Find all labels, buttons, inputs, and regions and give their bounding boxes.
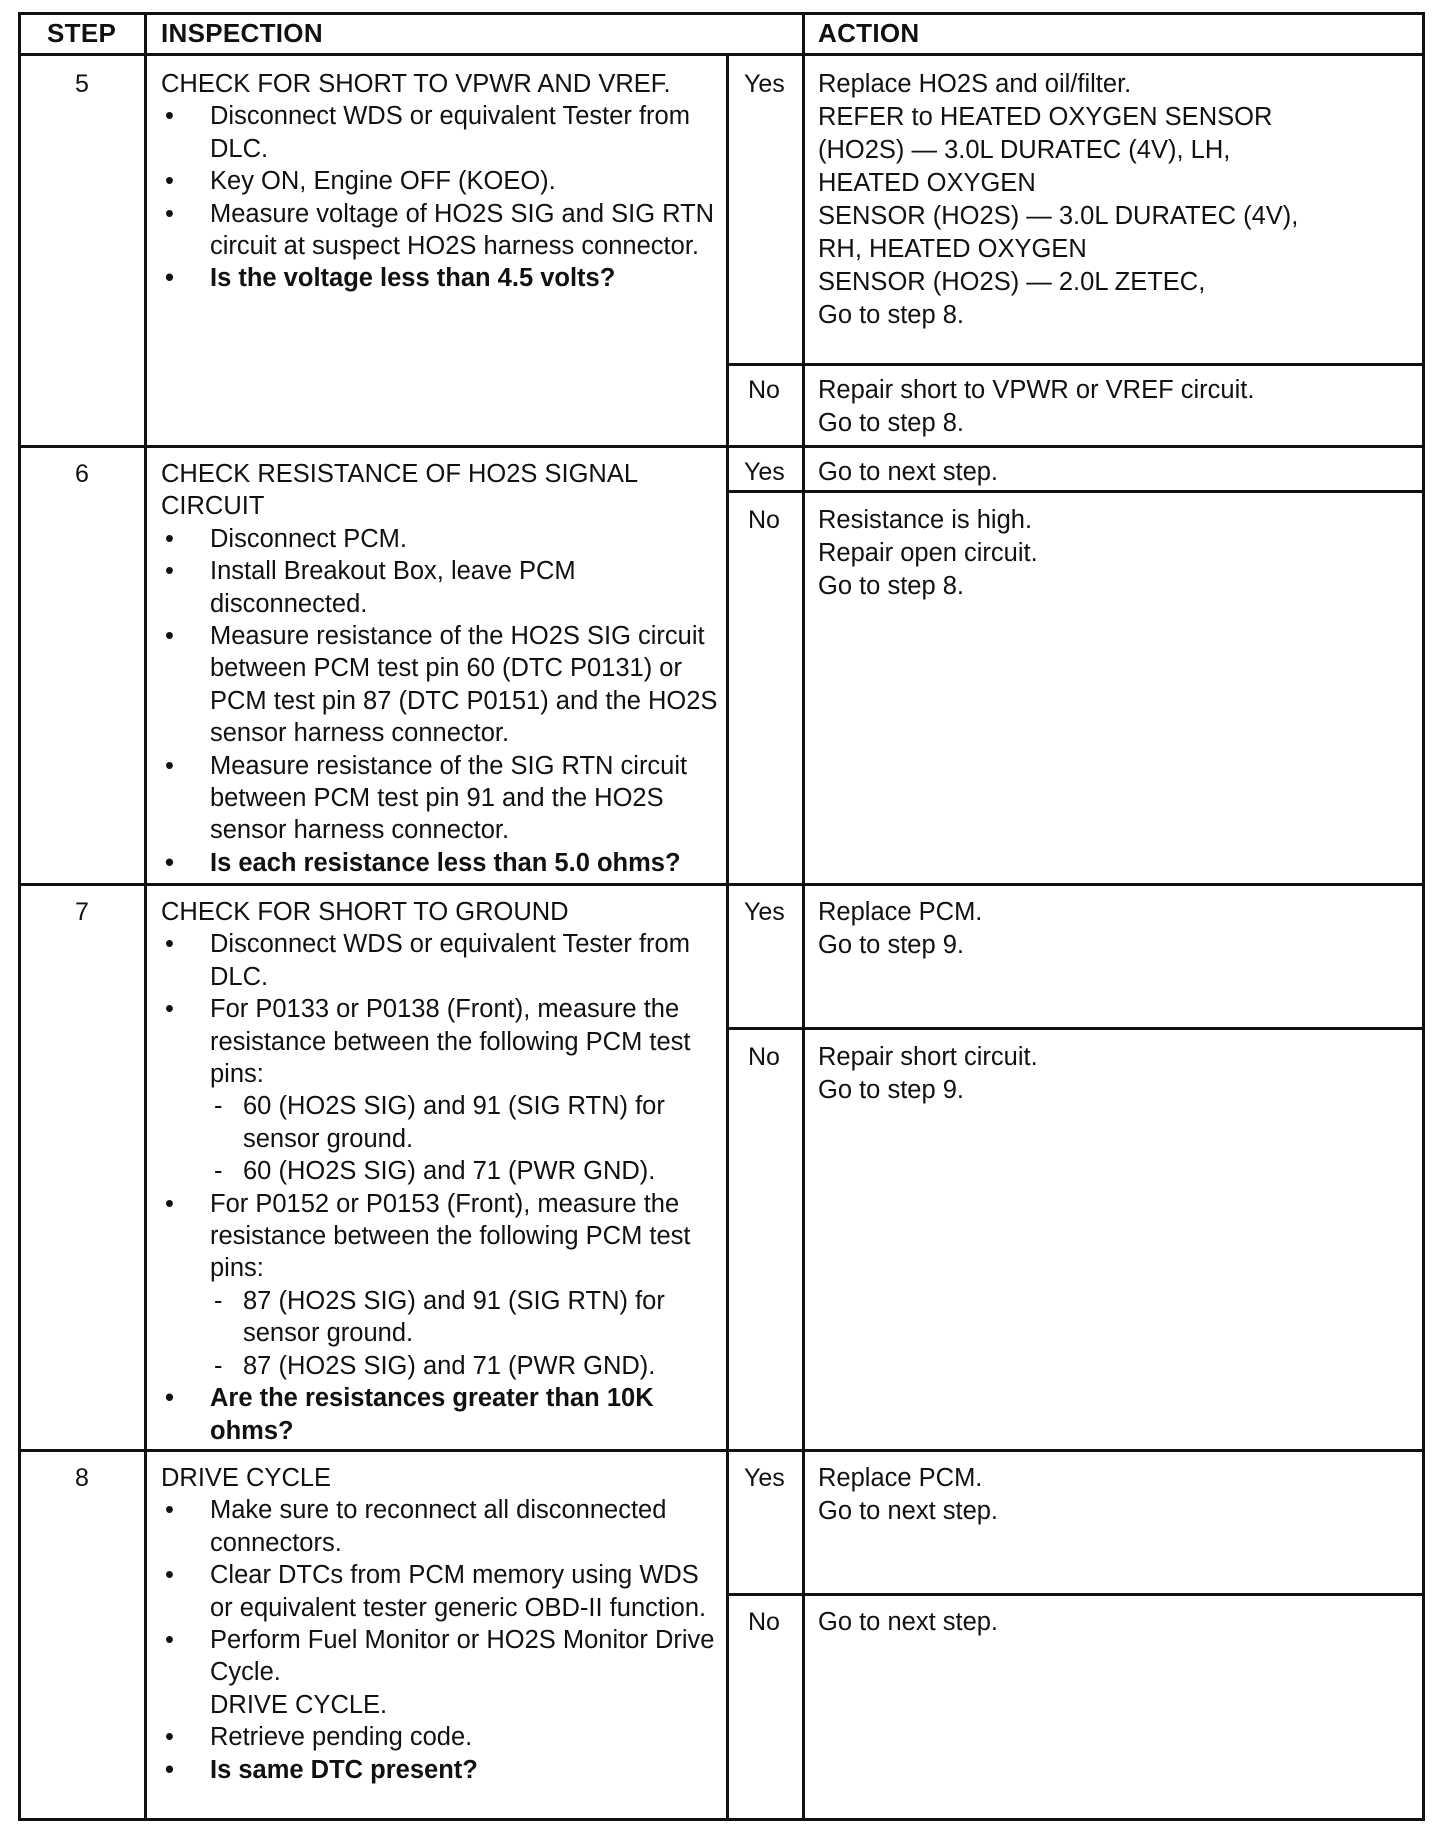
row-divider-5-yes-no bbox=[726, 363, 1425, 366]
table-border-bottom bbox=[18, 1818, 1425, 1821]
row-divider-6-yes-no bbox=[726, 490, 1425, 493]
inspection-subitem: - 87 (HO2S SIG) and 71 (PWR GND). bbox=[161, 1350, 726, 1382]
inspection-item: • Clear DTCs from PCM memory using WDS or equivalent tester generic OBD-II function. bbox=[161, 1559, 726, 1624]
yes-label: Yes bbox=[744, 898, 785, 926]
header-action: ACTION bbox=[818, 18, 920, 48]
no-action bbox=[818, 374, 1378, 440]
yes-action bbox=[818, 68, 1378, 332]
row-divider-7-8 bbox=[18, 1449, 1425, 1452]
inspection-subitem: - 60 (HO2S SIG) and 71 (PWR GND). bbox=[161, 1155, 726, 1187]
inspection-question: • Are the resistances greater than 10K ohms? bbox=[161, 1382, 726, 1447]
inspection-cell bbox=[161, 896, 726, 1447]
inspection-item: • Make sure to reconnect all disconnected connectors. bbox=[161, 1494, 726, 1559]
inspection-title: DRIVE CYCLE bbox=[161, 1464, 332, 1492]
inspection-item: • Key ON, Engine OFF (KOEO). bbox=[161, 165, 726, 197]
row-divider-6-7 bbox=[18, 883, 1425, 886]
row-divider-8-yes-no bbox=[726, 1593, 1425, 1596]
action-line: Repair open circuit. bbox=[818, 539, 1038, 567]
inspection-item: • Install Breakout Box, leave PCM disconnected. bbox=[161, 555, 726, 620]
inspection-item: • Disconnect WDS or equivalent Tester from DLC. bbox=[161, 100, 726, 165]
no-label: No bbox=[748, 506, 780, 534]
action-line: Repair short circuit. bbox=[818, 1043, 1038, 1071]
no-action bbox=[818, 1041, 1378, 1107]
action-line: Go to next step. bbox=[818, 458, 999, 486]
inspection-item: • Measure resistance of the HO2S SIG circuit between PCM test pin 60 (DTC P0131) or PCM test pin 87 (DTC P0151) and the HO2S sensor harness connector. bbox=[161, 620, 726, 750]
no-action bbox=[818, 1606, 1378, 1639]
inspection-item: • Retrieve pending code. bbox=[161, 1721, 726, 1753]
header-divider bbox=[18, 53, 1425, 56]
inspection-item: • Disconnect WDS or equivalent Tester from DLC. bbox=[161, 928, 726, 993]
yes-label: Yes bbox=[744, 1464, 785, 1492]
inspection-item: • For P0152 or P0153 (Front), measure the resistance between the following PCM test pins: bbox=[161, 1188, 726, 1285]
action-line: Replace PCM. bbox=[818, 1464, 983, 1492]
inspection-item: • Perform Fuel Monitor or HO2S Monitor Drive Cycle. bbox=[161, 1624, 726, 1689]
action-line: Go to step 9. bbox=[818, 1076, 965, 1104]
no-action bbox=[818, 504, 1378, 603]
step-number: 7 bbox=[75, 898, 89, 926]
header-inspection: INSPECTION bbox=[161, 18, 323, 48]
action-line: Go to next step. bbox=[818, 1497, 999, 1525]
no-label: No bbox=[748, 1608, 780, 1636]
step-column-divider bbox=[144, 12, 147, 1821]
inspection-item: • Disconnect PCM. bbox=[161, 523, 726, 555]
action-line: (HO2S) — 3.0L DURATEC (4V), LH, bbox=[818, 136, 1231, 164]
yes-label: Yes bbox=[744, 458, 785, 486]
step-number: 6 bbox=[75, 460, 89, 488]
inspection-question: • Is each resistance less than 5.0 ohms? bbox=[161, 847, 726, 879]
inspection-question: • Is the voltage less than 4.5 volts? bbox=[161, 262, 726, 294]
inspection-item: • Measure resistance of the SIG RTN circuit between PCM test pin 91 and the HO2S sensor harness connector. bbox=[161, 750, 726, 847]
inspection-cell bbox=[161, 68, 726, 295]
no-label: No bbox=[748, 1043, 780, 1071]
action-line: REFER to HEATED OXYGEN SENSOR bbox=[818, 103, 1273, 131]
yes-label: Yes bbox=[744, 70, 785, 98]
yes-action bbox=[818, 1462, 1378, 1528]
action-line: Go to step 8. bbox=[818, 409, 965, 437]
inspection-subitem: - 87 (HO2S SIG) and 91 (SIG RTN) for sensor ground. bbox=[161, 1285, 726, 1350]
inspection-item: • Measure voltage of HO2S SIG and SIG RTN circuit at suspect HO2S harness connector. bbox=[161, 198, 726, 263]
table-border-left bbox=[18, 12, 21, 1821]
action-line: Replace PCM. bbox=[818, 898, 983, 926]
action-line: Repair short to VPWR or VREF circuit. bbox=[818, 376, 1255, 404]
table-border-top bbox=[18, 12, 1425, 15]
inspection-note: DRIVE CYCLE. bbox=[210, 1690, 388, 1719]
inspection-cell bbox=[161, 1462, 726, 1786]
action-line: SENSOR (HO2S) — 3.0L DURATEC (4V), bbox=[818, 202, 1299, 230]
action-line: Replace HO2S and oil/filter. bbox=[818, 70, 1132, 98]
action-line: Go to step 8. bbox=[818, 572, 965, 600]
action-line: RH, HEATED OXYGEN bbox=[818, 235, 1087, 263]
row-divider-5-6 bbox=[18, 445, 1425, 448]
table-border-right bbox=[1422, 12, 1425, 1821]
yes-action bbox=[818, 896, 1378, 962]
yes-action bbox=[818, 456, 1378, 489]
action-line: Go to step 8. bbox=[818, 301, 965, 329]
inspection-cell bbox=[161, 458, 726, 879]
action-line: SENSOR (HO2S) — 2.0L ZETEC, bbox=[818, 268, 1206, 296]
inspection-title: CHECK RESISTANCE OF HO2S SIGNAL CIRCUIT bbox=[161, 460, 638, 521]
action-line: Resistance is high. bbox=[818, 506, 1033, 534]
no-label: No bbox=[748, 376, 780, 404]
step-number: 8 bbox=[75, 1464, 89, 1492]
inspection-item: • For P0133 or P0138 (Front), measure the resistance between the following PCM test pins: bbox=[161, 993, 726, 1090]
row-divider-7-yes-no bbox=[726, 1027, 1425, 1030]
inspection-subitem: - 60 (HO2S SIG) and 91 (SIG RTN) for sensor ground. bbox=[161, 1090, 726, 1155]
action-line: HEATED OXYGEN bbox=[818, 169, 1036, 197]
action-column-divider bbox=[802, 12, 805, 1821]
header-step: STEP bbox=[47, 18, 117, 48]
action-line: Go to step 9. bbox=[818, 931, 965, 959]
inspection-title: CHECK FOR SHORT TO GROUND bbox=[161, 898, 569, 926]
inspection-column-divider bbox=[726, 53, 729, 1821]
step-number: 5 bbox=[75, 70, 89, 98]
action-line: Go to next step. bbox=[818, 1608, 999, 1636]
inspection-title: CHECK FOR SHORT TO VPWR AND VREF. bbox=[161, 70, 671, 98]
inspection-question: • Is same DTC present? bbox=[161, 1754, 726, 1786]
